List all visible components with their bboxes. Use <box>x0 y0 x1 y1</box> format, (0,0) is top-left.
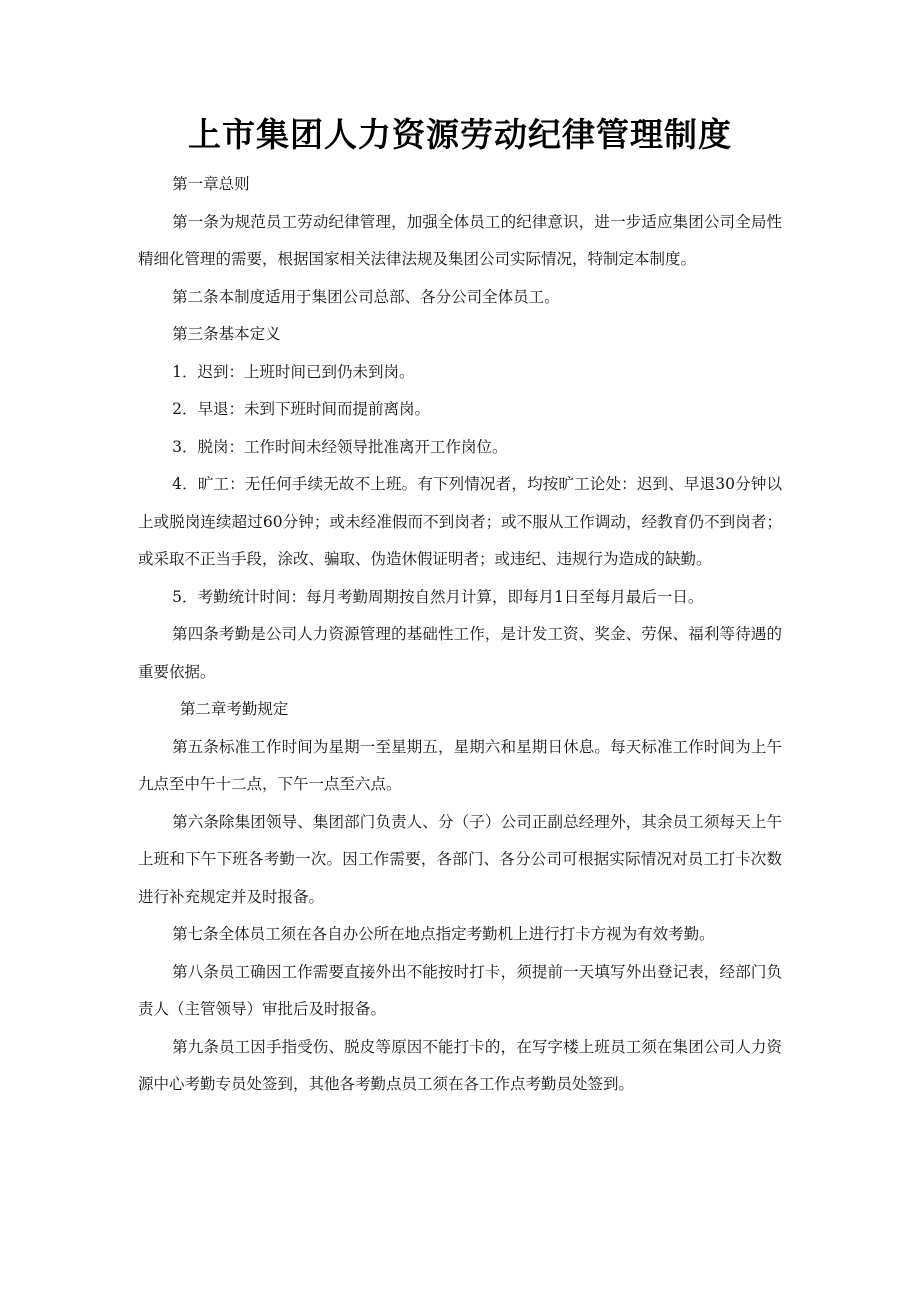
chapter-heading-2: 第二章考勤规定 <box>179 700 289 718</box>
article-6: 第六条除集团领导、集团部门负责人、分（子）公司正副总经理外，其余员工须每天上午上班和下午下班各考勤一次。因工作需要，各部门、各分公司可根据实际情况对员工打卡次数进行补充规定并及时报备。 <box>138 812 782 906</box>
article-4: 第四条考勤是公司人力资源管理的基础性工作，是计发工资、奖金、劳保、福利等待遇的重要依据。 <box>138 625 782 681</box>
definition-item-5: 5．考勤统计时间：每月考勤周期按自然月计算，即每月1日至每月最后一日。 <box>172 587 704 606</box>
article-1: 第一条为规范员工劳动纪律管理，加强全体员工的纪律意识，进一步适应集团公司全局性精细化管理的需要，根据国家相关法律法规及集团公司实际情况，特制定本制度。 <box>138 212 782 268</box>
article-9: 第九条员工因手指受伤、脱皮等原因不能打卡的，在写字楼上班员工须在集团公司人力资源中心考勤专员处签到，其他各考勤点员工须在各工作点考勤员处签到。 <box>138 1037 782 1093</box>
document-title: 上市集团人力资源劳动纪律管理制度 <box>188 115 732 154</box>
article-7: 第七条全体员工须在各自办公所在地点指定考勤机上进行打卡方视为有效考勤。 <box>172 925 715 943</box>
document-body <box>138 166 782 1104</box>
article-8: 第八条员工确因工作需要直接外出不能按时打卡，须提前一天填写外出登记表，经部门负责人（主管领导）审批后及时报备。 <box>138 962 782 1018</box>
definition-item-3: 3．脱岗：工作时间未经领导批准离开工作岗位。 <box>172 437 508 456</box>
definition-item-4: 4．旷工：无任何手续无故不上班。有下列情况者，均按旷工论处：迟到、早退30分钟以上或脱岗连续超过60分钟；或未经准假而不到岗者；或不服从工作调动，经教育仍不到岗者；或采取不正当手段，涂改、骗取、伪造休假证明者；或违纪、违规行为造成的缺勤。 <box>138 475 782 568</box>
chapter-heading-1: 第一章总则 <box>172 175 250 193</box>
definition-item-2: 2．早退：未到下班时间而提前离岗。 <box>172 400 430 418</box>
article-3: 第三条基本定义 <box>172 325 281 343</box>
article-5: 第五条标准工作时间为星期一至星期五，星期六和星期日休息。每天标准工作时间为上午九点至中午十二点，下午一点至六点。 <box>138 737 782 793</box>
article-2: 第二条本制度适用于集团公司总部、各分公司全体员工。 <box>172 287 560 306</box>
definition-item-1: 1．迟到：上班时间已到仍未到岗。 <box>172 362 415 381</box>
